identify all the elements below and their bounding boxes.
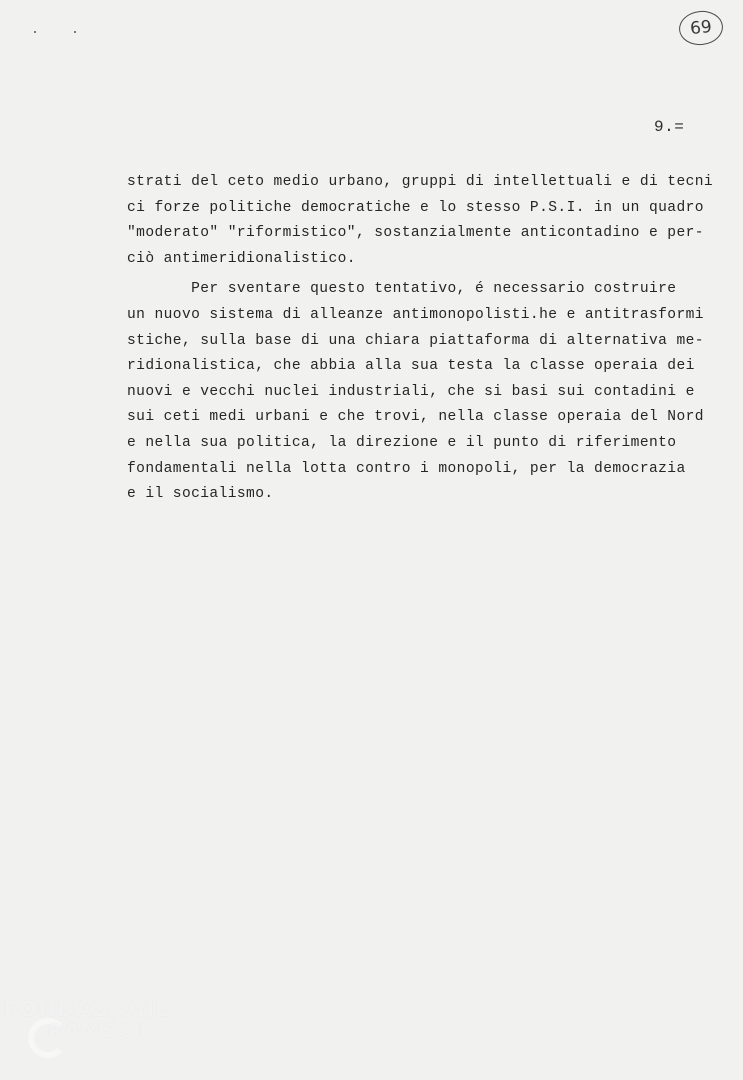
text-line: ciò antimeridionalistico. [127,250,356,267]
text-line: ridionalistica, che abbia alla sua testa la classe operaia dei [127,358,695,375]
scan-speck [34,31,36,33]
text-line: "moderato" "riformistico", sostanzialmente anticontadino e per- [127,225,704,242]
watermark-line-2: RAMSCI [48,1020,143,1042]
paragraph-2 [127,277,704,507]
paragraph-1 [127,170,714,272]
text-line: nuovi e vecchi nuclei industriali, che si basi sui contadini e [127,383,695,400]
watermark [4,998,170,1042]
scan-speck [74,31,76,33]
archive-stamp-number: 69 [689,16,713,40]
archive-stamp [677,9,724,47]
text-line: un nuovo sistema di alleanze antimonopolisti.he e antitrasformi [127,306,704,323]
watermark-line-1: FONDAZIONE [4,997,171,1021]
text-line: stiche, sulla base di una chiara piattaforma di alternativa me- [127,332,704,349]
text-line: ci forze politiche democratiche e lo stesso P.S.I. in un quadro [127,199,704,216]
text-line: e nella sua politica, la direzione e il punto di riferimento [127,434,677,451]
text-line: Per sventare questo tentativo, é necessario costruire [127,281,677,298]
text-line: e il socialismo. [127,486,274,503]
text-line: sui ceti medi urbani e che trovi, nella classe operaia del Nord [127,409,704,426]
body-text [127,170,714,508]
text-line: strati del ceto medio urbano, gruppi di intellettuali e di tecni [127,174,714,190]
text-line: fondamentali nella lotta contro i monopoli, per la democrazia [127,460,686,477]
page-number: 9.= [654,118,685,136]
